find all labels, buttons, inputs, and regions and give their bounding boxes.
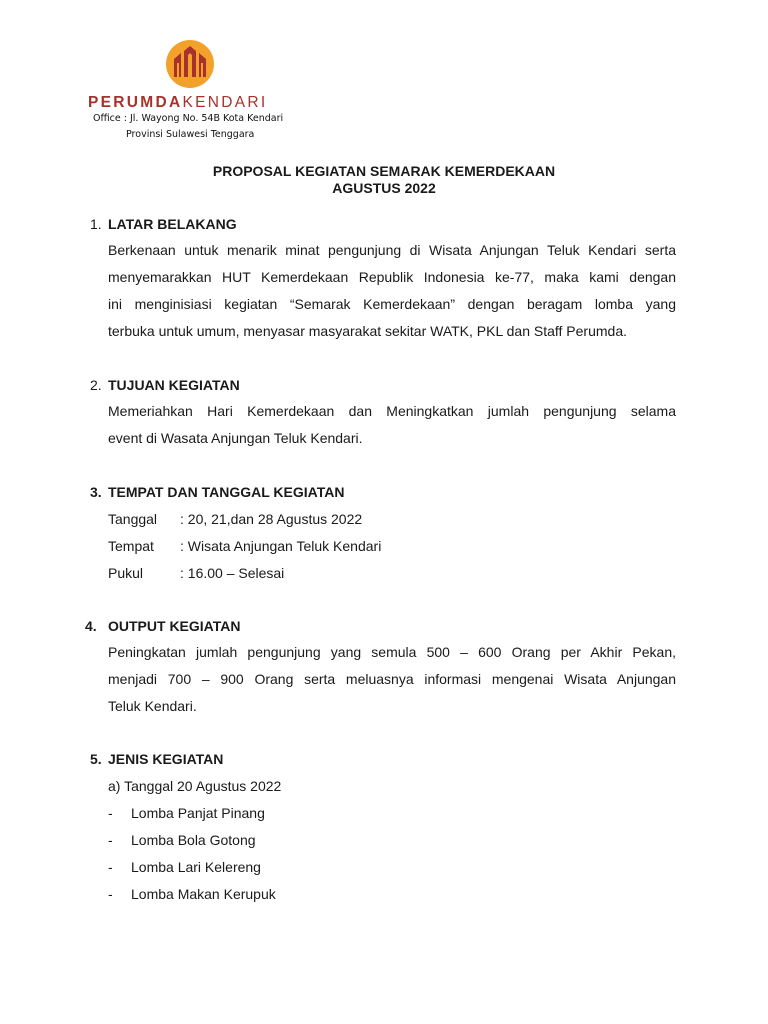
section-1-number: 1. bbox=[90, 216, 102, 232]
section-5-heading: JENIS KEGIATAN bbox=[108, 751, 224, 767]
section-2-number: 2. bbox=[90, 377, 102, 393]
bullet-dash: - bbox=[108, 859, 113, 875]
paragraph-line: Memeriahkan Hari Kemerdekaan dan Meningkatkan jumlah pengunjung selama bbox=[108, 403, 676, 419]
detail-key: Tanggal bbox=[108, 511, 158, 527]
section-4-paragraph bbox=[108, 639, 676, 720]
section-3-number: 3. bbox=[90, 484, 102, 500]
list-item: Lomba Bola Gotong bbox=[131, 832, 256, 848]
section-1-paragraph bbox=[108, 237, 676, 345]
section-3-heading: TEMPAT DAN TANGGAL KEGIATAN bbox=[108, 484, 345, 500]
detail-key: Pukul bbox=[108, 565, 144, 581]
brand-name-kendari: KENDARI bbox=[182, 94, 268, 111]
detail-key: Tempat bbox=[108, 538, 154, 554]
list-item: Lomba Makan Kerupuk bbox=[131, 886, 276, 902]
section-4-heading: OUTPUT KEGIATAN bbox=[108, 618, 241, 634]
section-1-heading: LATAR BELAKANG bbox=[108, 216, 237, 232]
province-address: Provinsi Sulawesi Tenggara bbox=[126, 129, 255, 140]
office-address: Office : Jl. Wayong No. 54B Kota Kendari bbox=[93, 113, 284, 124]
section-5-number: 5. bbox=[90, 751, 102, 767]
bullet-dash: - bbox=[108, 805, 113, 821]
detail-row-pukul bbox=[108, 566, 284, 580]
section-4-number: 4. bbox=[85, 618, 97, 634]
paragraph-line: menjadi 700 – 900 Orang serta meluasnya informasi mengenai Wisata Anjungan bbox=[108, 671, 676, 687]
paragraph-line: Peningkatan jumlah pengunjung yang semula 500 – 600 Orang per Akhir Pekan, bbox=[108, 644, 676, 660]
paragraph-line: menyemarakkan HUT Kemerdekaan Republik Indonesia ke-77, maka kami dengan bbox=[108, 269, 676, 285]
bullet-dash: - bbox=[108, 832, 113, 848]
document-title: PROPOSAL KEGIATAN SEMARAK KEMERDEKAAN bbox=[212, 163, 556, 179]
paragraph-line: Berkenaan untuk menarik minat pengunjung di Wisata Anjungan Teluk Kendari serta bbox=[108, 242, 676, 258]
document-subtitle: AGUSTUS 2022 bbox=[332, 180, 436, 196]
paragraph-line: Teluk Kendari. bbox=[108, 698, 197, 714]
bullet-dash: - bbox=[108, 886, 113, 902]
perumda-kendari-logo-icon bbox=[165, 39, 215, 89]
list-item: Lomba Panjat Pinang bbox=[131, 805, 265, 821]
detail-row-tempat bbox=[108, 539, 381, 553]
paragraph-line: terbuka untuk umum, menyasar masyarakat sekitar WATK, PKL dan Staff Perumda. bbox=[108, 323, 627, 339]
detail-value: : 20, 21,dan 28 Agustus 2022 bbox=[180, 511, 363, 527]
paragraph-line: event di Wasata Anjungan Teluk Kendari. bbox=[108, 430, 363, 446]
paragraph-line: ini menginisiasi kegiatan “Semarak Kemerdekaan” dengan beragam lomba yang bbox=[108, 296, 676, 312]
list-item: Lomba Lari Kelereng bbox=[131, 859, 261, 875]
section-5-subheading: a) Tanggal 20 Agustus 2022 bbox=[108, 778, 282, 794]
brand-name-perumda: PERUMDA bbox=[88, 94, 183, 111]
detail-value: : Wisata Anjungan Teluk Kendari bbox=[180, 538, 382, 554]
detail-row-tanggal bbox=[108, 512, 362, 526]
section-2-heading: TUJUAN KEGIATAN bbox=[108, 377, 240, 393]
detail-value: : 16.00 – Selesai bbox=[180, 565, 285, 581]
brand-name bbox=[88, 95, 267, 111]
section-2-paragraph bbox=[108, 398, 676, 452]
